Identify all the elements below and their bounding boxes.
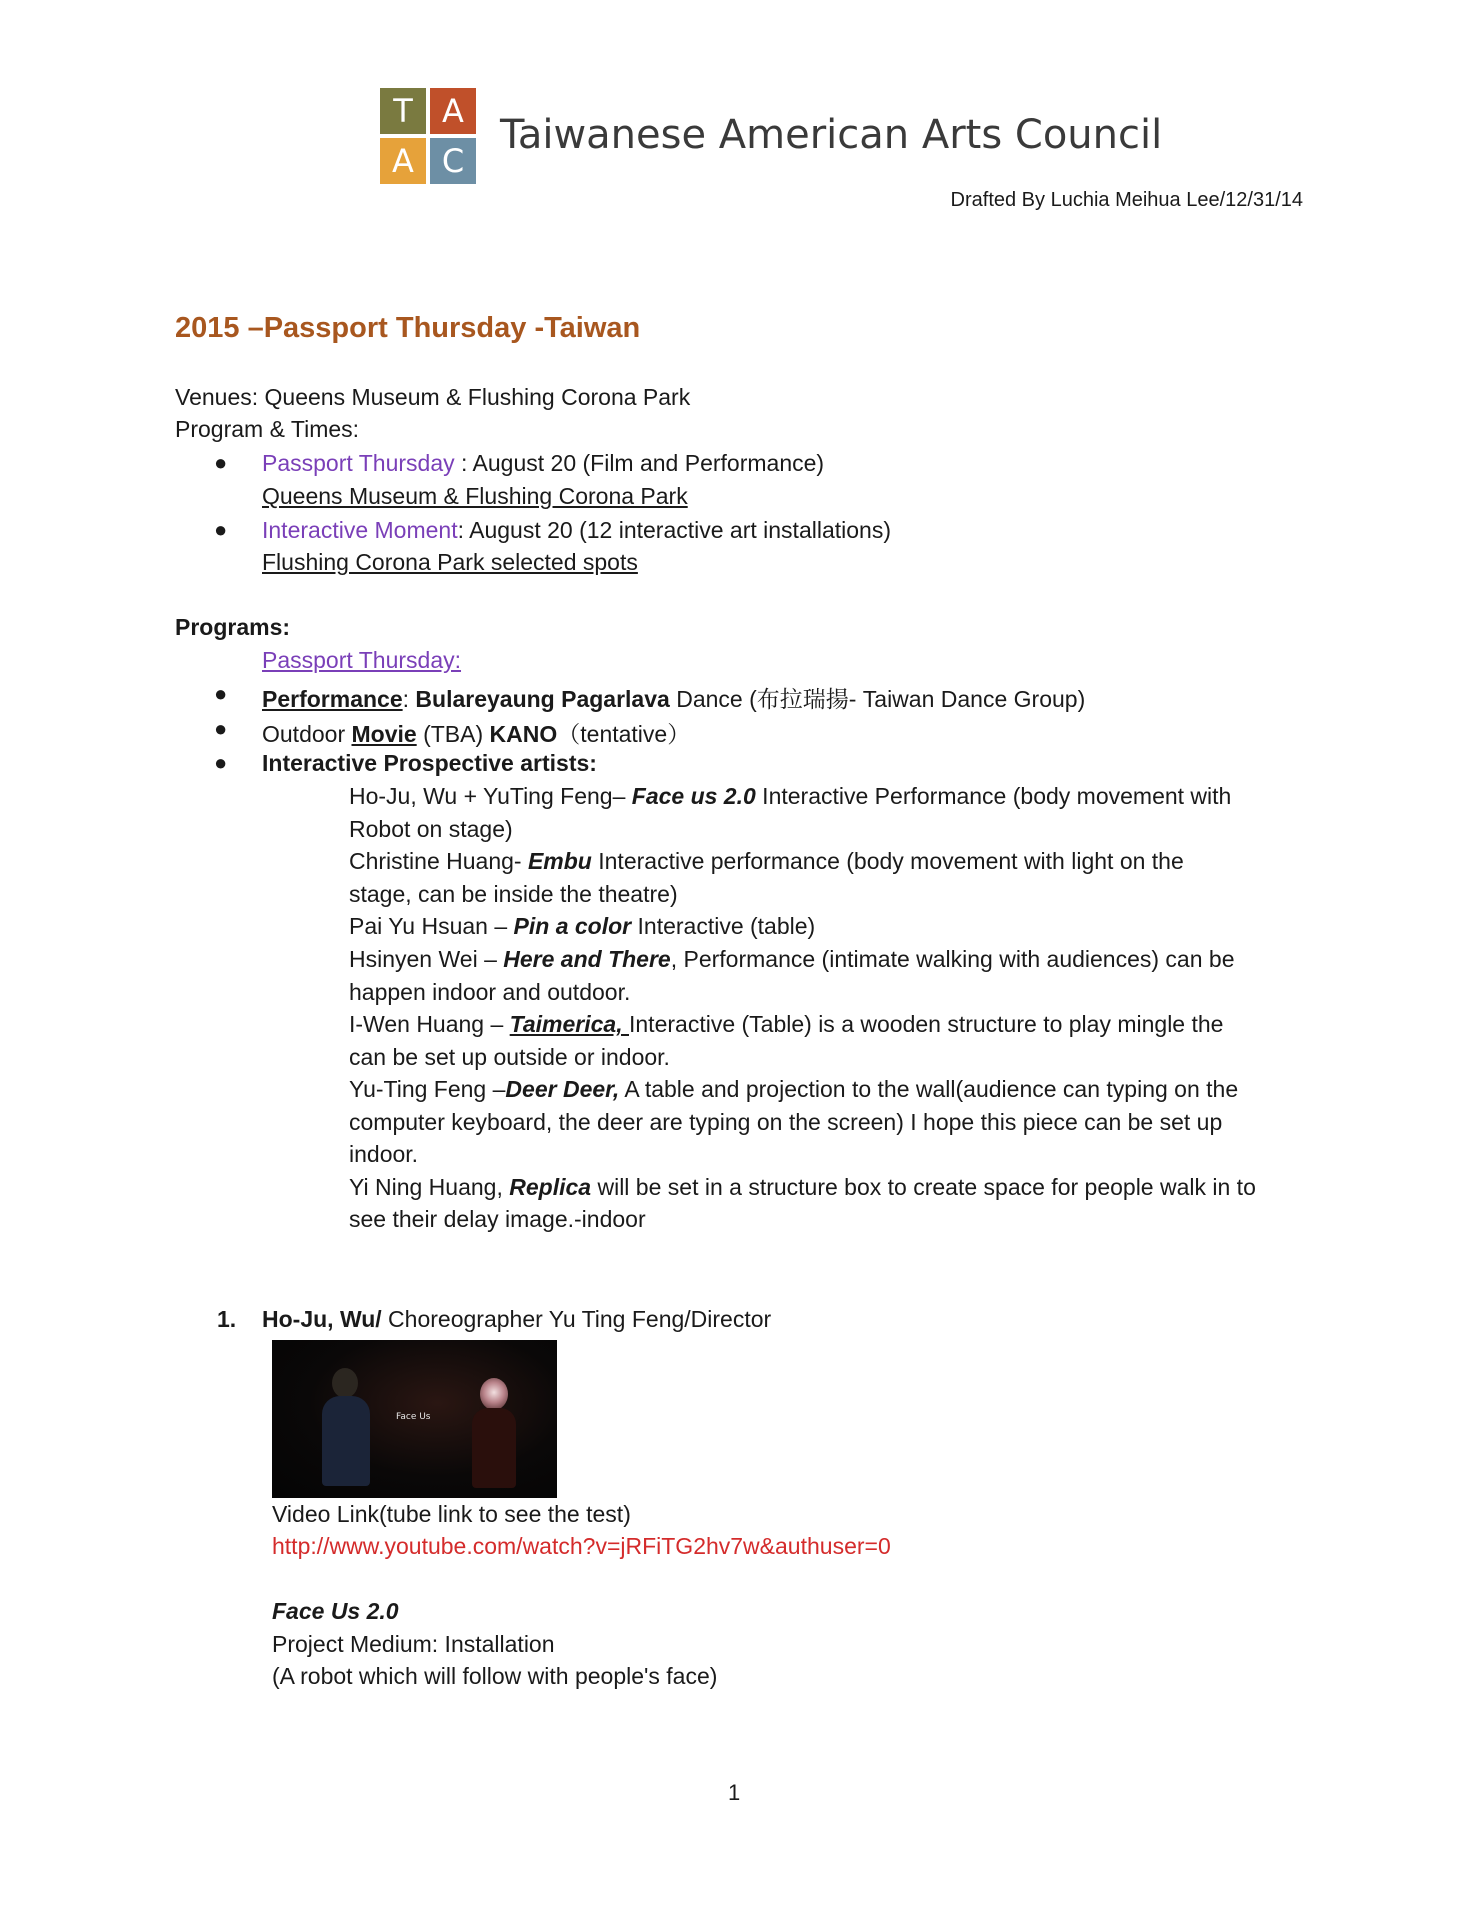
artist-line-pre: can be set up outside or indoor. xyxy=(349,1044,670,1070)
org-name: Taiwanese American Arts Council xyxy=(500,112,1163,158)
artist-line xyxy=(349,1206,646,1233)
artist-line-pre: see their delay image.-indoor xyxy=(349,1206,646,1232)
schedule-name: Interactive Moment xyxy=(262,517,458,543)
taac-logo xyxy=(380,88,476,184)
movie-item xyxy=(262,716,690,749)
logo-tile-t: T xyxy=(380,88,426,134)
movie-suffix: （tentative） xyxy=(557,721,691,747)
artist-work-title: Replica xyxy=(509,1174,592,1200)
photo-caption: Face Us xyxy=(396,1412,431,1422)
face-us-video-still xyxy=(272,1340,557,1498)
section-number: 1. xyxy=(217,1306,237,1332)
artist-line xyxy=(349,848,1184,875)
schedule-desc: August 20 (12 interactive art installations) xyxy=(469,517,891,543)
drafted-by: Drafted By Luchia Meihua Lee/12/31/14 xyxy=(950,189,1303,211)
artist-work-title: Pin a color xyxy=(513,913,632,939)
logo-tile-a: A xyxy=(430,88,476,134)
document-title: 2015 –Passport Thursday -Taiwan xyxy=(175,312,641,344)
performance-colon: : xyxy=(402,686,416,712)
artist-line xyxy=(349,783,1231,810)
performance-label: Performance xyxy=(262,686,403,712)
artist-line xyxy=(349,1109,1222,1136)
movie-label: Movie xyxy=(351,721,417,747)
project-description: (A robot which will follow with people's face) xyxy=(272,1663,718,1689)
artist-work-title: Embu xyxy=(527,848,592,874)
artist-line-pre: I-Wen Huang – xyxy=(349,1011,510,1037)
artist-line xyxy=(349,913,815,940)
artist-line xyxy=(349,1044,670,1071)
artist-line-post: , Performance (intimate walking with audiences) can be xyxy=(670,946,1235,972)
artist-line xyxy=(349,1076,1238,1103)
movie-prefix: Outdoor xyxy=(262,721,352,747)
artist-line-pre: Robot on stage) xyxy=(349,816,513,842)
artist-line-pre: computer keyboard, the deer are typing on the screen) I hope this piece can be set up xyxy=(349,1109,1223,1135)
schedule-item xyxy=(262,450,824,477)
artist-line-post: Interactive performance (body movement with light on the xyxy=(591,848,1184,874)
artists-label: Interactive Prospective artists: xyxy=(262,750,597,776)
performance-item xyxy=(262,681,1085,714)
artist-line xyxy=(349,1174,1256,1201)
artist-line xyxy=(349,1011,1223,1038)
movie-name: KANO xyxy=(489,721,558,747)
work-title: Face Us 2.0 xyxy=(272,1598,399,1624)
schedule-location: Flushing Corona Park selected spots xyxy=(262,549,638,575)
section-heading xyxy=(262,1306,771,1333)
schedule-sep: : xyxy=(457,517,470,543)
artist-line xyxy=(349,816,513,843)
video-link-label: Video Link(tube link to see the test) xyxy=(272,1501,631,1527)
programs-label: Programs: xyxy=(175,614,291,640)
video-url-link[interactable]: http://www.youtube.com/watch?v=jRFiTG2hv7w&authuser=0 xyxy=(272,1533,891,1559)
bullet-icon: ● xyxy=(214,450,228,475)
performance-rest: Dance (布拉瑞揚- Taiwan Dance Group) xyxy=(669,686,1086,712)
logo-tile-a2: A xyxy=(380,138,426,184)
movie-mid: (TBA) xyxy=(416,721,490,747)
artist-line-post: A table and projection to the wall(audience can typing on the xyxy=(619,1076,1239,1102)
artist-work-title: Deer Deer, xyxy=(505,1076,620,1102)
schedule-desc: August 20 (Film and Performance) xyxy=(472,450,825,476)
performer-left-figure xyxy=(320,1368,370,1488)
artist-work-title: Face us 2.0 xyxy=(631,783,756,809)
artist-line xyxy=(349,946,1235,973)
artist-line-pre: Yi Ning Huang, xyxy=(349,1174,510,1200)
performer-right-figure xyxy=(472,1378,516,1488)
performance-group: Bulareyaung Pagarlava xyxy=(415,686,670,712)
page-number: 1 xyxy=(728,1780,741,1805)
program-times-label: Program & Times: xyxy=(175,416,360,442)
schedule-location: Queens Museum & Flushing Corona Park xyxy=(262,483,688,509)
artist-line xyxy=(349,881,678,908)
project-medium: Project Medium: Installation xyxy=(272,1631,555,1657)
schedule-sep: : xyxy=(454,450,473,476)
passport-thursday-link[interactable]: Passport Thursday: xyxy=(262,647,462,673)
artist-line-pre: Yu-Ting Feng – xyxy=(349,1076,506,1102)
artist-line-post: Interactive Performance (body movement with xyxy=(755,783,1232,809)
artist-line xyxy=(349,1141,418,1168)
artist-line-post: Interactive (table) xyxy=(631,913,816,939)
artist-line-pre: Ho-Ju, Wu + YuTing Feng– xyxy=(349,783,632,809)
venues-line: Venues: Queens Museum & Flushing Corona Park xyxy=(175,384,691,410)
schedule-name: Passport Thursday xyxy=(262,450,455,476)
bullet-icon: ● xyxy=(214,750,228,775)
artist-line-pre: Pai Yu Hsuan – xyxy=(349,913,514,939)
artist-line-post: will be set in a structure box to create space for people walk in to xyxy=(591,1174,1256,1200)
logo-tile-c: C xyxy=(430,138,476,184)
artist-line-post: Interactive (Table) is a wooden structure to play mingle the xyxy=(629,1011,1224,1037)
bullet-icon: ● xyxy=(214,716,228,741)
section-name: Ho-Ju, Wu/ xyxy=(262,1306,382,1332)
bullet-icon: ● xyxy=(214,517,228,542)
artist-line-pre: Hsinyen Wei – xyxy=(349,946,504,972)
bullet-icon: ● xyxy=(214,681,228,706)
artist-line-pre: happen indoor and outdoor. xyxy=(349,979,631,1005)
artist-line-pre: Christine Huang- xyxy=(349,848,528,874)
artist-work-title: Here and There xyxy=(503,946,671,972)
section-roles: Choreographer Yu Ting Feng/Director xyxy=(381,1306,772,1332)
artist-line-pre: indoor. xyxy=(349,1141,419,1167)
artist-work-title: Taimerica, xyxy=(509,1011,629,1037)
artist-line-pre: stage, can be inside the theatre) xyxy=(349,881,678,907)
artist-line xyxy=(349,979,630,1006)
schedule-item xyxy=(262,517,891,544)
